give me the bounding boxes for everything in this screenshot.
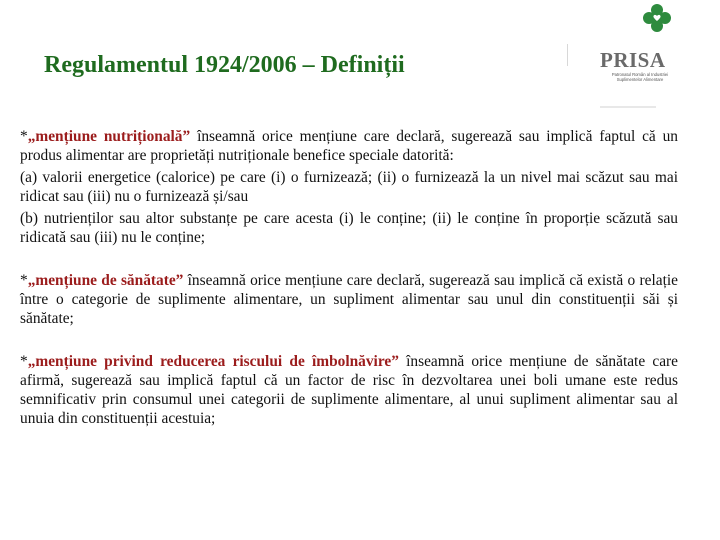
definition-health-claim — [20, 271, 678, 328]
definition-nutrition-claim — [20, 127, 678, 165]
logo-underline — [600, 106, 656, 108]
logo-wordmark: PRISA — [600, 48, 666, 72]
term-health-claim: „mențiune de sănătate” — [27, 272, 184, 289]
term-risk-reduction-claim: „mențiune privind reducerea riscului de îmbolnăvire” — [27, 353, 399, 370]
definition-text: înseamnă orice mențiune de sănătate care afirmă, sugerează sau implică faptul că un factor de risc în dezvoltarea unei boli umane este redus semnificativ prin consumul unei categorii de suplimente alimentare, al unui supliment alimentar sau al unuia din constituenții acestuia; — [20, 353, 678, 427]
definition-item-a: (a) valorii energetice (calorice) pe care (i) o furnizează; (ii) o furnizează la un nivel mai scăzut sau mai ridicat sau (iii) nu o furnizează și/sau — [20, 169, 678, 205]
definition-text: înseamnă orice mențiune care declară, sugerează sau implică faptul că un produs alimentar are proprietăți nutriționale benefice speciale datorită: — [20, 128, 678, 164]
definition-item-b: (b) nutrienților sau altor substanțe pe care acesta (i) le conține; (ii) le conține în proporție scăzută sau ridicată sau (iii) nu le conține; — [20, 210, 678, 246]
definitions-body — [20, 127, 678, 428]
bullet-star: * — [20, 272, 28, 289]
definition-text: înseamnă orice mențiune care declară, sugerează sau implică că există o relație între o categorie de suplimente alimentare, un supliment alimentar sau unul din constituenții săi și sănătate; — [20, 272, 678, 327]
prisa-logo — [568, 0, 688, 110]
bullet-star: * — [20, 353, 28, 370]
clover-heart-icon — [640, 2, 674, 36]
bullet-star: * — [20, 128, 28, 145]
logo-subtitle: Patronatul Român al Industriei Suplimentelor Alimentare — [611, 72, 669, 82]
page-title: Regulamentul 1924/2006 – Definiții — [44, 52, 405, 78]
term-nutrition-claim: „mențiune nutrițională” — [27, 128, 191, 145]
definition-risk-reduction-claim — [20, 352, 678, 428]
